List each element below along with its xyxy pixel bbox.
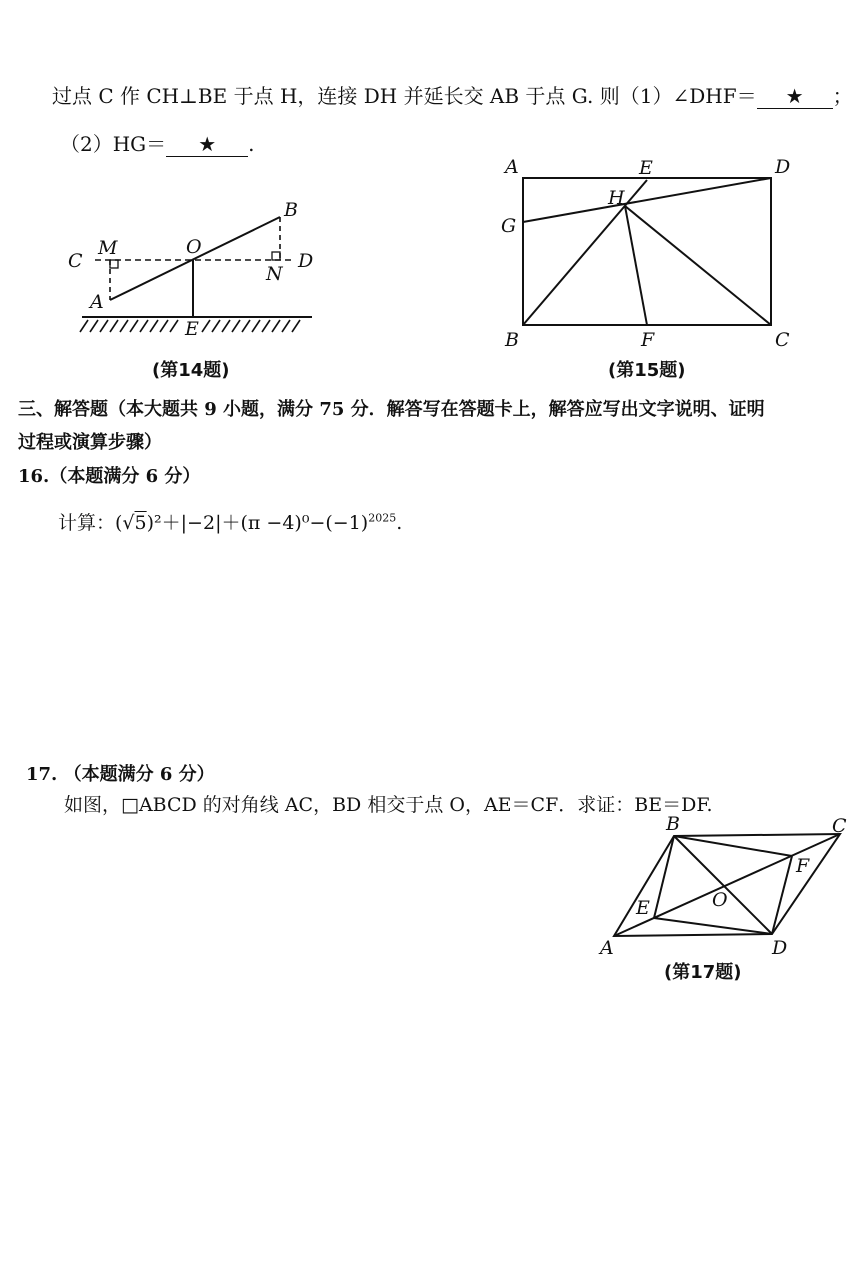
label-a: A	[505, 156, 519, 178]
segment-hf	[625, 206, 647, 325]
q15-line1-text: 过点 C 作 CH⊥BE 于点 H，连接 DH 并延长交 AB 于点 G. 则（1）∠DHF＝	[52, 84, 757, 108]
answer-blank-2: ★	[166, 132, 248, 157]
label-b: B	[666, 813, 680, 835]
label-h: H	[608, 187, 625, 209]
section-3-title-cont: 过程或演算步骤）	[18, 432, 162, 453]
label-a: A	[90, 291, 104, 313]
q16-end: .	[396, 512, 403, 534]
label-e: E	[185, 318, 199, 340]
q16-expression	[58, 508, 402, 535]
sqrt-sign: √	[122, 512, 135, 534]
figure-14	[60, 190, 330, 340]
label-d: D	[775, 156, 791, 178]
label-f: F	[796, 855, 810, 877]
q17-header: 17. （本题满分 6 分）	[26, 764, 215, 785]
label-b: B	[505, 329, 519, 350]
q17-text: 如图，□ABCD 的对角线 AC，BD 相交于点 O，AE＝CF．求证：BE＝DF.	[64, 794, 713, 816]
q15-text-line2	[60, 128, 255, 157]
label-g: G	[501, 215, 517, 237]
segment-be	[523, 180, 647, 325]
caption-17: (第17题)	[664, 962, 742, 983]
q15-line2-text: （2）HG＝	[60, 132, 167, 156]
caption-14: (第14题)	[152, 360, 230, 381]
label-a: A	[600, 937, 614, 959]
segment-fd	[772, 856, 792, 934]
section-3-title: 三、解答题（本大题共 9 小题，满分 75 分．解答写在答题卡上，解答应写出文字说明、证明	[18, 399, 765, 420]
right-angle-n	[272, 252, 280, 260]
q16-header: 16.（本题满分 6 分）	[18, 466, 201, 487]
label-b: B	[284, 199, 298, 221]
label-c: C	[775, 329, 790, 350]
q16-rest: )²＋|−2|＋(π −4)⁰−(−1)	[146, 512, 369, 534]
segment-ch	[625, 206, 771, 325]
label-o: O	[186, 236, 202, 258]
label-f: F	[641, 329, 655, 350]
q16-radicand: 5	[134, 512, 147, 534]
label-d: D	[298, 250, 314, 272]
label-o: O	[712, 889, 728, 911]
label-c: C	[832, 815, 847, 837]
q15-line1-end: ；	[832, 84, 853, 108]
label-d: D	[772, 937, 788, 959]
q15-line2-end: .	[248, 132, 255, 156]
q15-text-line1	[52, 80, 853, 109]
segment-dg	[523, 178, 771, 222]
right-angle-m	[110, 260, 118, 268]
answer-blank-1: ★	[757, 84, 833, 109]
figure-17	[596, 812, 860, 962]
segment-be	[654, 836, 674, 918]
figure-15	[495, 150, 805, 350]
segment-ed	[654, 918, 772, 934]
label-c: C	[68, 250, 83, 272]
caption-15: (第15题)	[608, 360, 686, 381]
label-e: E	[636, 897, 650, 919]
seesaw-ab	[110, 217, 280, 300]
label-n: N	[266, 263, 283, 285]
label-m: M	[98, 237, 118, 259]
label-e: E	[639, 157, 653, 179]
q16-prefix: 计算：(	[58, 512, 123, 534]
q16-exponent: 2025	[368, 511, 397, 525]
